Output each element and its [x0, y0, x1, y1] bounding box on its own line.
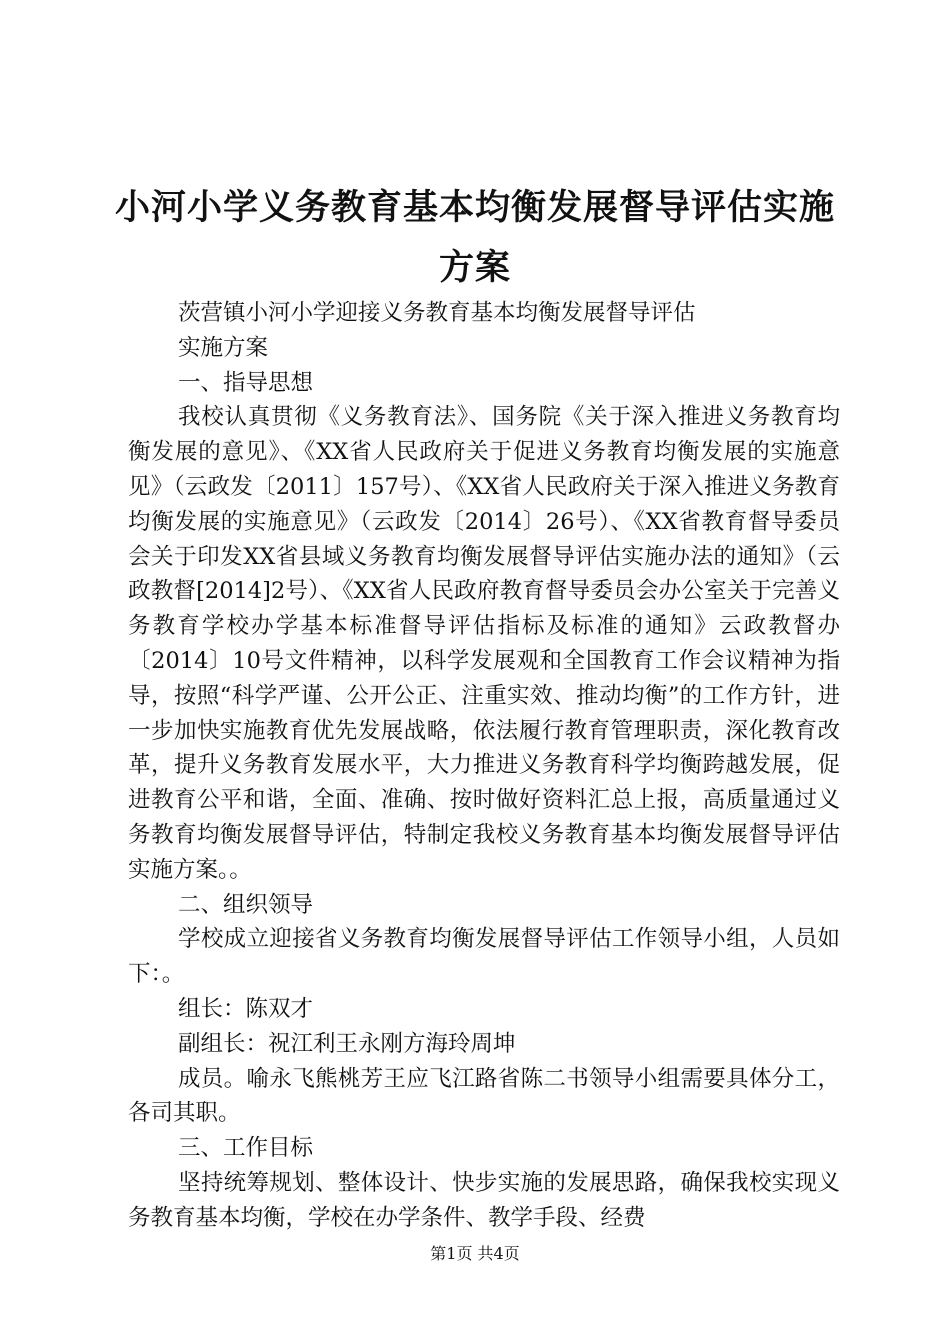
body-paragraph: 学校成立迎接省义务教育均衡发展督导评估工作领导小组，人员如下：。: [128, 926, 840, 988]
subtitle-line: 实施方案: [178, 334, 269, 361]
body-paragraph: 组长：陈双才: [178, 995, 314, 1022]
section-heading: 三、工作目标: [178, 1135, 314, 1162]
document-body: [128, 296, 840, 1236]
section-heading: 二、组织领导: [178, 891, 314, 918]
body-paragraph: 成员。喻永飞熊桃芳王应飞江路省陈二书领导小组需要具体分工，各司其职。: [128, 1065, 840, 1127]
document-title-line-1: 小河小学义务教育基本均衡发展督导评估实施: [114, 188, 835, 228]
body-paragraph: 我校认真贯彻《义务教育法》、国务院《关于深入推进义务教育均衡发展的意见》、《XX省人民政府关于促进义务教育均衡发展的实施意见》（云政发〔2011〕157号）、《XX省人民政府关于深入推进义务教育均衡发展的实施意见》（云政发〔2014〕26号）、《XX省教育督导委员会关于印发XX省县域义务教育均衡发展督导评估实施办法的通知》（云政教督[2014]2号）、《XX省人民政府教育督导委员会办公室关于完善义务教育学校办学基本标准督导评估指标及标准的通知》云政教督办〔2014〕10号文件精神，以科学发展观和全国教育工作会议精神为指导，按照“科学严谨、公开公正、注重实效、推动均衡”的工作方针，进一步加快实施教育优先发展战略，依法履行教育管理职责，深化教育改革，提升义务教育发展水平，大力推进义务教育科学均衡跨越发展，促进教育公平和谐，全面、准确、按时做好资料汇总上报，高质量通过义务教育均衡发展督导评估，特制定我校义务教育基本均衡发展督导评估实施方案。。: [128, 404, 840, 883]
body-paragraph: 副组长：祝江利王永刚方海玲周坤: [178, 1030, 516, 1057]
section-heading: 一、指导思想: [178, 369, 314, 396]
page-footer: 第1页 共4页: [430, 1244, 520, 1263]
document-title-line-2: 方案: [438, 248, 511, 288]
subtitle-line: 茨营镇小河小学迎接义务教育基本均衡发展督导评估: [178, 300, 696, 326]
body-paragraph: 坚持统筹规划、整体设计、快步实施的发展思路，确保我校实现义务教育基本均衡，学校在办学条件、教学手段、经费: [128, 1169, 840, 1231]
